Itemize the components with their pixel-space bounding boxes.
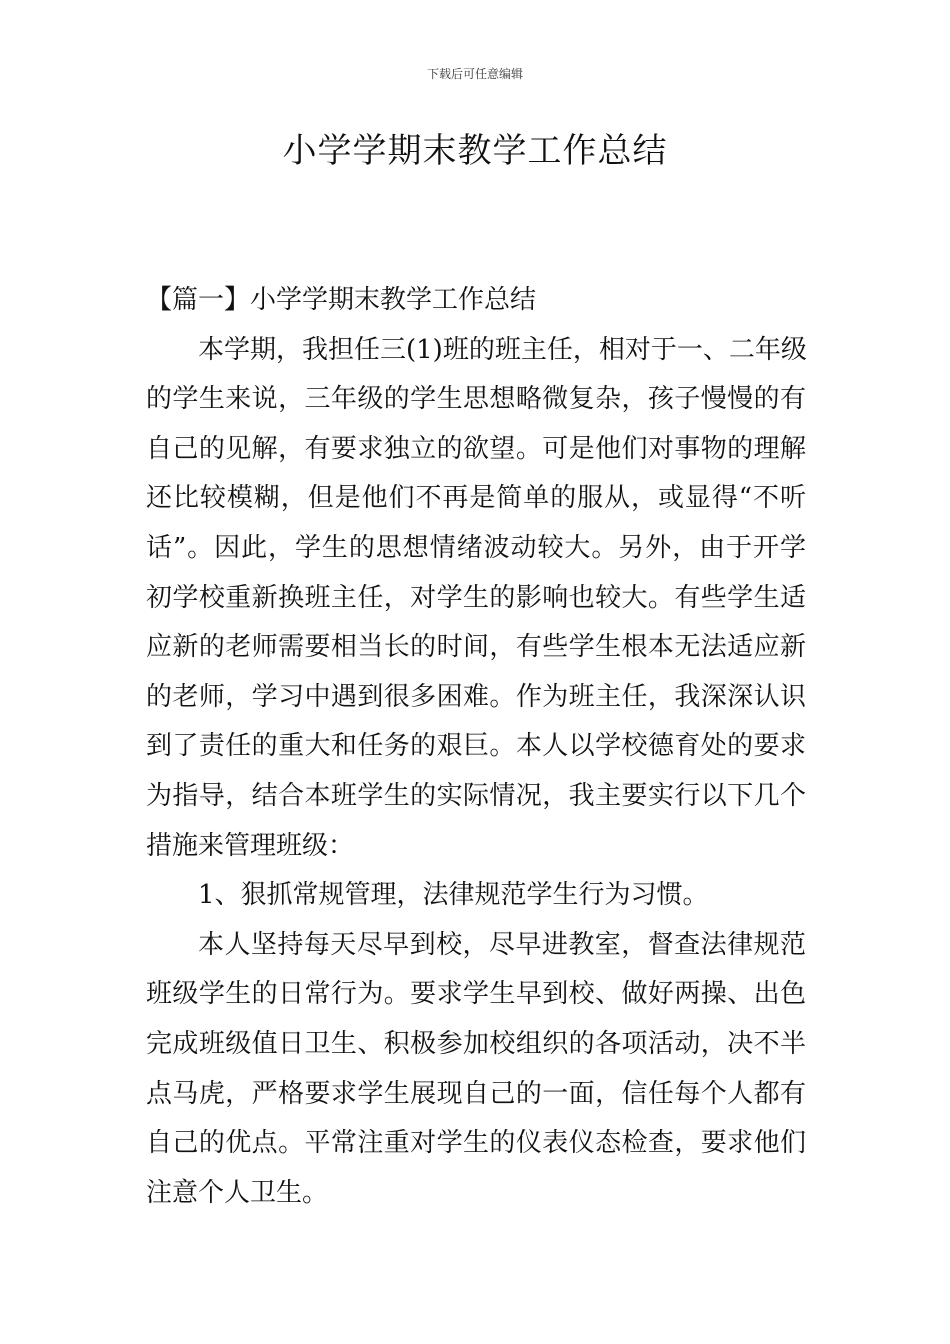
paragraph-line: 初学校重新换班主任，对学生的影响也较大。有些学生适 — [146, 582, 806, 613]
paragraph-line: 的老师，学习中遇到很多困难。作为班主任，我深深认识 — [146, 681, 806, 712]
paragraph-line: 话”。因此，学生的思想情绪波动较大。另外，由于开学 — [146, 532, 806, 563]
paragraph-line: 的学生来说，三年级的学生思想略微复杂，孩子慢慢的有 — [146, 384, 806, 415]
paragraph-line: 完成班级值日卫生、积极参加校组织的各项活动，决不半 — [146, 1028, 806, 1059]
list-item-heading: 1、狠抓常规管理，法律规范学生行为习惯。 — [198, 880, 709, 911]
paragraph-line: 应新的老师需要相当长的时间，有些学生根本无法适应新 — [146, 632, 806, 663]
paragraph-line: 措施来管理班级： — [146, 830, 355, 861]
section-heading: 【篇一】小学学期末教学工作总结 — [146, 285, 537, 315]
paragraph-line: 到了责任的重大和任务的艰巨。本人以学校德育处的要求 — [146, 731, 806, 762]
paragraph-line: 本学期，我担任三(1)班的班主任，相对于一、二年级 — [198, 334, 807, 365]
document-body — [146, 276, 806, 1218]
paragraph-line: 为指导，结合本班学生的实际情况，我主要实行以下几个 — [146, 780, 806, 811]
paragraph-line: 本人坚持每天尽早到校，尽早进教室，督查法律规范 — [198, 929, 806, 960]
paragraph-line: 注意个人卫生。 — [146, 1177, 329, 1208]
document-title: 小学学期末教学工作总结 — [282, 131, 668, 171]
paragraph-line: 还比较模糊，但是他们不再是简单的服从，或显得“不听 — [146, 483, 806, 514]
paragraph-line: 自己的优点。平常注重对学生的仪表仪态检查，要求他们 — [146, 1128, 806, 1159]
header-note: 下载后可任意编辑 — [426, 67, 523, 81]
paragraph-line: 班级学生的日常行为。要求学生早到校、做好两操、出色 — [146, 979, 806, 1010]
paragraph-line: 自己的见解，有要求独立的欲望。可是他们对事物的理解 — [146, 433, 806, 464]
paragraph-line: 点马虎，严格要求学生展现自己的一面，信任每个人都有 — [146, 1078, 806, 1109]
